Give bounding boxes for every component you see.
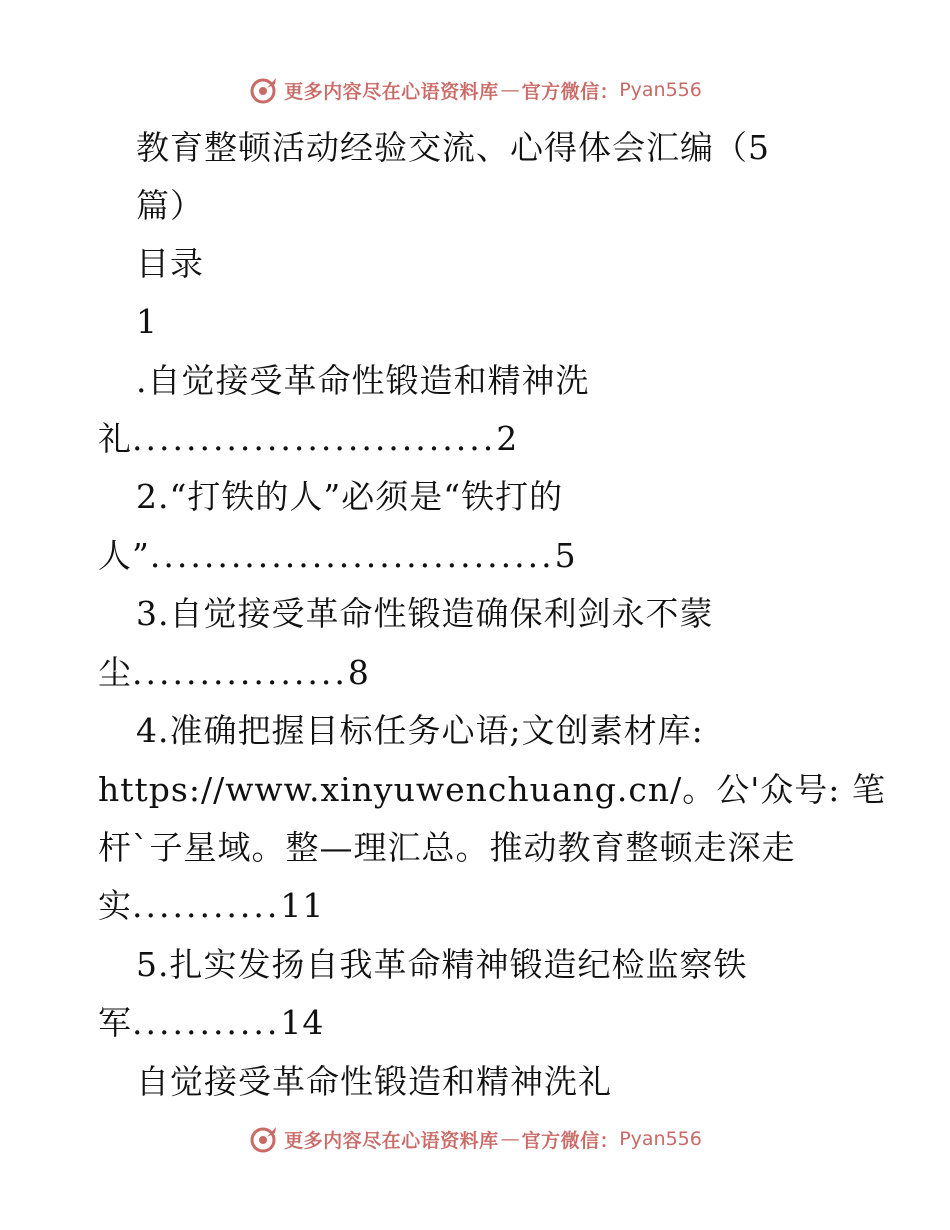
- banner-wechat-id: Pyan556: [619, 79, 702, 101]
- toc-item4-line4: [98, 886, 324, 926]
- toc-item3-tail: 尘: [98, 653, 132, 692]
- toc-item3-line2: [98, 653, 370, 693]
- toc-item1-page: 2: [496, 419, 519, 458]
- toc-item1-line2: [98, 419, 518, 459]
- toc-item4-text: 4.准确把握目标任务心语;文创素材库:: [136, 711, 704, 750]
- toc-item5-dots: ...........: [132, 1003, 281, 1042]
- toc-item4-url: https://www.xinyuwenchuang.cn/。公'众号: 笔: [98, 770, 886, 809]
- toc-item4-tail: 实: [98, 886, 132, 925]
- footer-banner: [0, 1121, 950, 1157]
- toc-heading: 目录: [136, 244, 204, 283]
- section-heading: 自觉接受革命性锻造和精神洗礼: [136, 1062, 612, 1101]
- banner-site-name: 更多内容尽在心语资料库: [284, 1129, 499, 1152]
- toc-item1-tail: 礼: [98, 419, 132, 458]
- toc-item4-page: 11: [280, 886, 325, 925]
- banner-dash: —: [500, 1128, 520, 1150]
- toc-item5-text: 5.扎实发扬自我革命精神锻造纪检监察铁: [136, 945, 748, 984]
- toc-item1-text: .自觉接受革命性锻造和精神洗: [136, 361, 590, 400]
- brand-logo-icon: [248, 75, 278, 105]
- toc-item2-text: 2.“打铁的人”必须是“铁打的: [136, 477, 564, 516]
- brand-logo-icon: [248, 1124, 278, 1154]
- toc-item4-line3: 杆`子星域。整—理汇总。推动教育整顿走深走: [98, 828, 796, 867]
- toc-item5-tail: 军: [98, 1003, 132, 1042]
- toc-item2-tail: 人”: [98, 536, 150, 575]
- toc-item3-dots: ................: [132, 653, 348, 692]
- banner-site-name: 更多内容尽在心语资料库: [284, 80, 499, 103]
- toc-item2-line2: [98, 536, 577, 576]
- toc-item3-page: 8: [347, 653, 370, 692]
- document-title-line1: 教育整顿活动经验交流、心得体会汇编（5: [136, 128, 770, 167]
- toc-item2-page: 5: [554, 536, 577, 575]
- banner-wechat-label: 官方微信：: [521, 1129, 620, 1152]
- toc-item1-dots: ...........................: [132, 419, 497, 458]
- toc-item2-dots: ..............................: [149, 536, 555, 575]
- banner-dash: —: [500, 79, 520, 101]
- toc-item1-number: 1: [136, 302, 158, 341]
- header-banner: [0, 72, 950, 108]
- toc-item4-dots: ...........: [132, 886, 281, 925]
- toc-item3-text: 3.自觉接受革命性锻造确保利剑永不蒙: [136, 594, 714, 633]
- document-title-line2: 篇）: [136, 186, 204, 225]
- toc-item5-line2: [98, 1003, 324, 1043]
- banner-wechat-id: Pyan556: [619, 1128, 702, 1150]
- banner-wechat-label: 官方微信：: [521, 80, 620, 103]
- toc-item5-page: 14: [280, 1003, 325, 1042]
